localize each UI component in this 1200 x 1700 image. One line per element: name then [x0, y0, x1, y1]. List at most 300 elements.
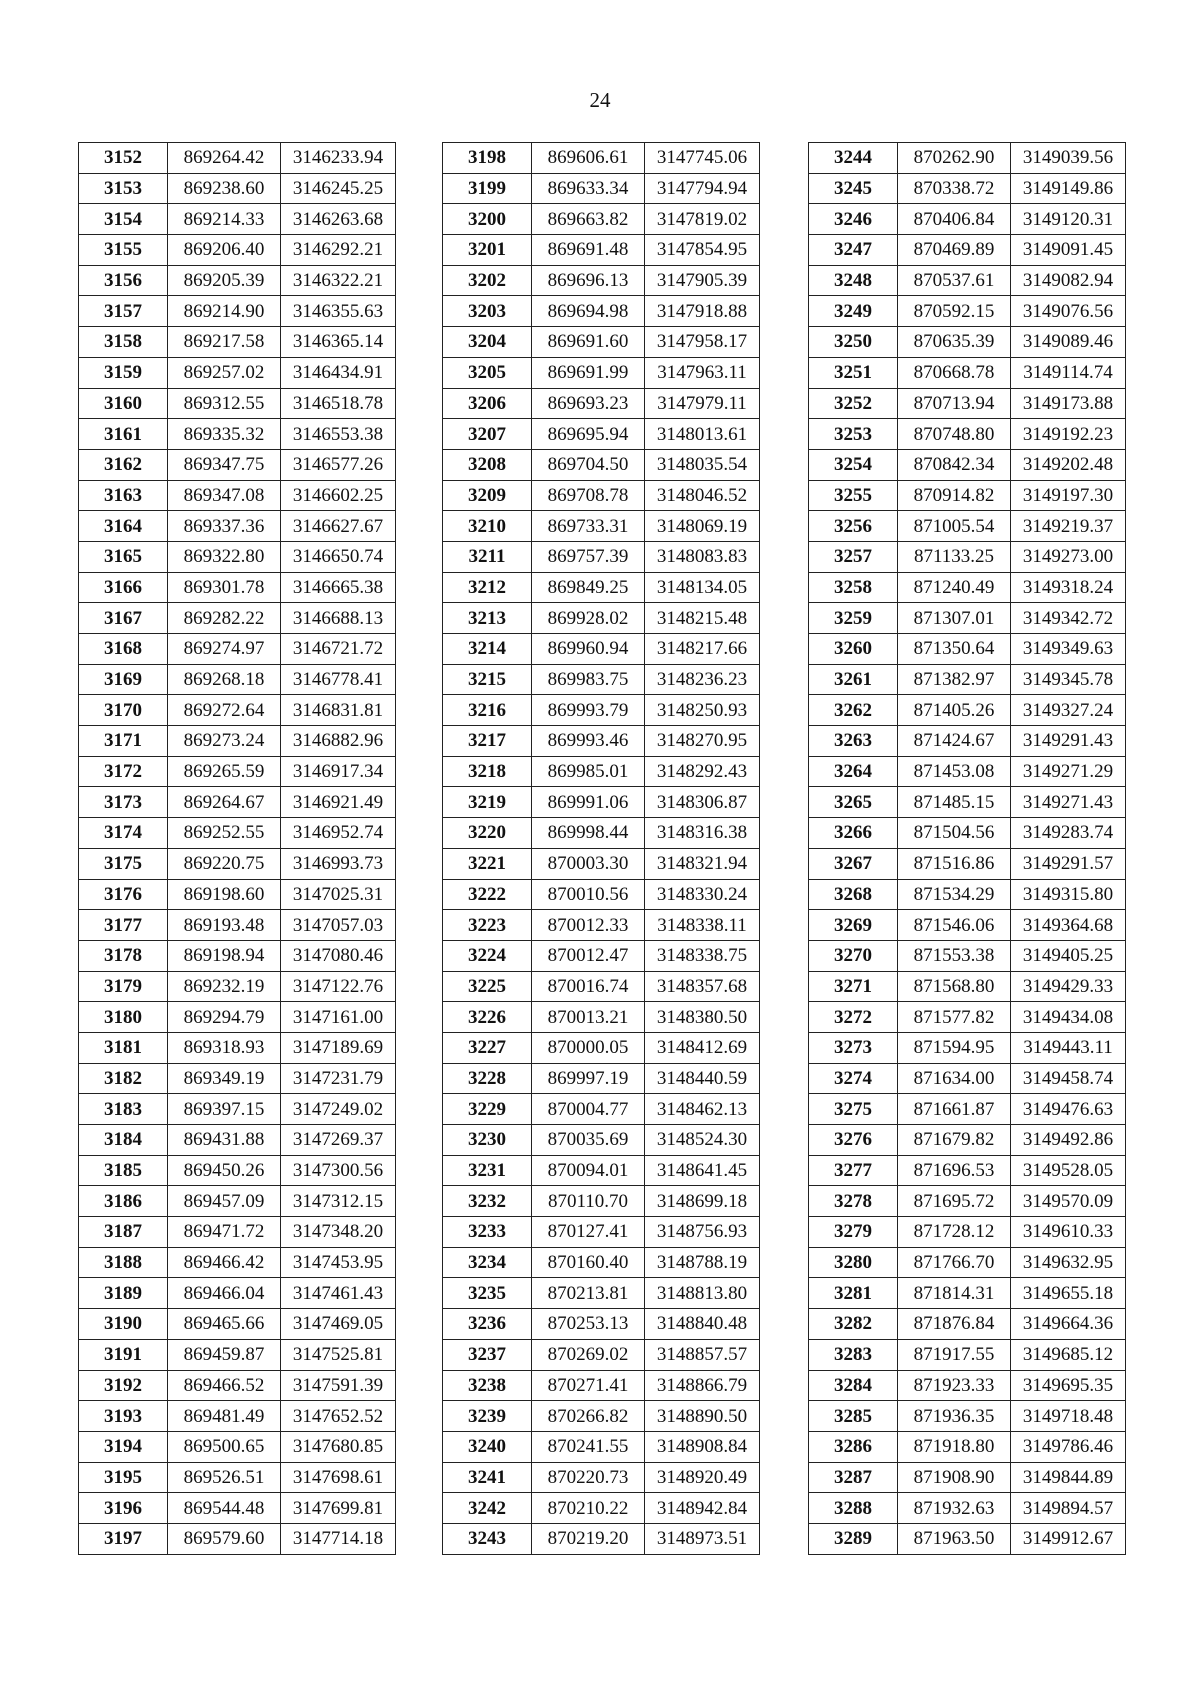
point-number: 3223	[443, 910, 532, 941]
y-coordinate: 3149219.37	[1011, 511, 1126, 542]
y-coordinate: 3148813.80	[645, 1278, 760, 1309]
table-row	[443, 1370, 760, 1401]
x-coordinate: 871534.29	[898, 879, 1011, 910]
y-coordinate: 3149912.67	[1011, 1523, 1126, 1554]
y-coordinate: 3147312.15	[281, 1186, 396, 1217]
x-coordinate: 870635.39	[898, 327, 1011, 358]
table-row	[79, 327, 396, 358]
point-number: 3266	[809, 818, 898, 849]
x-coordinate: 870110.70	[532, 1186, 645, 1217]
point-number: 3285	[809, 1401, 898, 1432]
point-number: 3172	[79, 756, 168, 787]
table-row	[79, 664, 396, 695]
x-coordinate: 869606.61	[532, 143, 645, 174]
x-coordinate: 870004.77	[532, 1094, 645, 1125]
point-number: 3238	[443, 1370, 532, 1401]
x-coordinate: 871240.49	[898, 572, 1011, 603]
point-number: 3164	[79, 511, 168, 542]
x-coordinate: 869214.33	[168, 204, 281, 235]
x-coordinate: 870012.47	[532, 940, 645, 971]
table-row	[809, 1155, 1126, 1186]
y-coordinate: 3149273.00	[1011, 541, 1126, 572]
table-row	[809, 173, 1126, 204]
point-number: 3206	[443, 388, 532, 419]
point-number: 3171	[79, 726, 168, 757]
y-coordinate: 3148699.18	[645, 1186, 760, 1217]
y-coordinate: 3149345.78	[1011, 664, 1126, 695]
table-row	[443, 1401, 760, 1432]
table-row	[79, 1155, 396, 1186]
x-coordinate: 869691.60	[532, 327, 645, 358]
x-coordinate: 871382.97	[898, 664, 1011, 695]
x-coordinate: 870035.69	[532, 1125, 645, 1156]
point-number: 3287	[809, 1462, 898, 1493]
y-coordinate: 3147714.18	[281, 1523, 396, 1554]
x-coordinate: 869347.08	[168, 480, 281, 511]
x-coordinate: 869238.60	[168, 173, 281, 204]
y-coordinate: 3147300.56	[281, 1155, 396, 1186]
table-row	[443, 1125, 760, 1156]
point-number: 3274	[809, 1063, 898, 1094]
x-coordinate: 869457.09	[168, 1186, 281, 1217]
point-number: 3275	[809, 1094, 898, 1125]
y-coordinate: 3149327.24	[1011, 695, 1126, 726]
table-row	[809, 1217, 1126, 1248]
y-coordinate: 3149291.43	[1011, 726, 1126, 757]
y-coordinate: 3146650.74	[281, 541, 396, 572]
coordinate-table-2	[442, 142, 760, 1555]
x-coordinate: 871577.82	[898, 1002, 1011, 1033]
y-coordinate: 3149089.46	[1011, 327, 1126, 358]
point-number: 3250	[809, 327, 898, 358]
point-number: 3197	[79, 1523, 168, 1554]
y-coordinate: 3147249.02	[281, 1094, 396, 1125]
x-coordinate: 869500.65	[168, 1431, 281, 1462]
table-row	[79, 1094, 396, 1125]
x-coordinate: 869691.48	[532, 235, 645, 266]
coordinate-table-3	[808, 142, 1126, 1555]
table-row	[809, 541, 1126, 572]
table-row	[443, 511, 760, 542]
x-coordinate: 869198.60	[168, 879, 281, 910]
x-coordinate: 870210.22	[532, 1493, 645, 1524]
x-coordinate: 870160.40	[532, 1247, 645, 1278]
x-coordinate: 871728.12	[898, 1217, 1011, 1248]
y-coordinate: 3149443.11	[1011, 1032, 1126, 1063]
table-row	[79, 818, 396, 849]
y-coordinate: 3148306.87	[645, 787, 760, 818]
x-coordinate: 869206.40	[168, 235, 281, 266]
point-number: 3234	[443, 1247, 532, 1278]
y-coordinate: 3147698.61	[281, 1462, 396, 1493]
table-row	[443, 1278, 760, 1309]
y-coordinate: 3149664.36	[1011, 1309, 1126, 1340]
coordinate-table-1	[78, 142, 396, 1555]
y-coordinate: 3149202.48	[1011, 449, 1126, 480]
point-number: 3166	[79, 572, 168, 603]
table-row	[809, 449, 1126, 480]
y-coordinate: 3148270.95	[645, 726, 760, 757]
y-coordinate: 3147122.76	[281, 971, 396, 1002]
x-coordinate: 871876.84	[898, 1309, 1011, 1340]
table-row	[79, 449, 396, 480]
point-number: 3225	[443, 971, 532, 1002]
x-coordinate: 871133.25	[898, 541, 1011, 572]
table-row	[443, 695, 760, 726]
table-row	[79, 787, 396, 818]
y-coordinate: 3149786.46	[1011, 1431, 1126, 1462]
y-coordinate: 3148330.24	[645, 879, 760, 910]
x-coordinate: 869397.15	[168, 1094, 281, 1125]
table-row	[443, 756, 760, 787]
table-row	[79, 1247, 396, 1278]
point-number: 3246	[809, 204, 898, 235]
y-coordinate: 3148134.05	[645, 572, 760, 603]
x-coordinate: 869633.34	[532, 173, 645, 204]
point-number: 3258	[809, 572, 898, 603]
x-coordinate: 870220.73	[532, 1462, 645, 1493]
y-coordinate: 3147469.05	[281, 1309, 396, 1340]
y-coordinate: 3147652.52	[281, 1401, 396, 1432]
point-number: 3207	[443, 419, 532, 450]
x-coordinate: 869696.13	[532, 265, 645, 296]
table-row	[443, 572, 760, 603]
point-number: 3247	[809, 235, 898, 266]
y-coordinate: 3148920.49	[645, 1462, 760, 1493]
table-row	[809, 603, 1126, 634]
table-row	[809, 664, 1126, 695]
y-coordinate: 3147979.11	[645, 388, 760, 419]
y-coordinate: 3148236.23	[645, 664, 760, 695]
x-coordinate: 871661.87	[898, 1094, 1011, 1125]
table-row	[79, 1523, 396, 1554]
point-number: 3213	[443, 603, 532, 634]
y-coordinate: 3148217.66	[645, 634, 760, 665]
y-coordinate: 3149271.29	[1011, 756, 1126, 787]
point-number: 3252	[809, 388, 898, 419]
table-row	[79, 971, 396, 1002]
table-row	[443, 940, 760, 971]
point-number: 3211	[443, 541, 532, 572]
y-coordinate: 3148840.48	[645, 1309, 760, 1340]
point-number: 3186	[79, 1186, 168, 1217]
point-number: 3205	[443, 357, 532, 388]
table-row	[443, 1032, 760, 1063]
point-number: 3169	[79, 664, 168, 695]
y-coordinate: 3146233.94	[281, 143, 396, 174]
y-coordinate: 3149349.63	[1011, 634, 1126, 665]
y-coordinate: 3146882.96	[281, 726, 396, 757]
x-coordinate: 870003.30	[532, 848, 645, 879]
table-row	[809, 787, 1126, 818]
table-row	[79, 1217, 396, 1248]
x-coordinate: 869579.60	[168, 1523, 281, 1554]
point-number: 3286	[809, 1431, 898, 1462]
table-row	[443, 818, 760, 849]
point-number: 3214	[443, 634, 532, 665]
x-coordinate: 870668.78	[898, 357, 1011, 388]
table-row	[443, 603, 760, 634]
point-number: 3189	[79, 1278, 168, 1309]
point-number: 3222	[443, 879, 532, 910]
point-number: 3268	[809, 879, 898, 910]
table-row	[443, 910, 760, 941]
y-coordinate: 3149173.88	[1011, 388, 1126, 419]
x-coordinate: 869264.67	[168, 787, 281, 818]
point-number: 3251	[809, 357, 898, 388]
y-coordinate: 3149429.33	[1011, 971, 1126, 1002]
table-row	[79, 204, 396, 235]
point-number: 3174	[79, 818, 168, 849]
x-coordinate: 869205.39	[168, 265, 281, 296]
point-number: 3191	[79, 1339, 168, 1370]
x-coordinate: 869960.94	[532, 634, 645, 665]
point-number: 3178	[79, 940, 168, 971]
x-coordinate: 871917.55	[898, 1339, 1011, 1370]
x-coordinate: 871307.01	[898, 603, 1011, 634]
y-coordinate: 3149364.68	[1011, 910, 1126, 941]
point-number: 3187	[79, 1217, 168, 1248]
table-row	[809, 235, 1126, 266]
point-number: 3157	[79, 296, 168, 327]
table-row	[443, 449, 760, 480]
y-coordinate: 3147453.95	[281, 1247, 396, 1278]
x-coordinate: 871923.33	[898, 1370, 1011, 1401]
table-row	[79, 357, 396, 388]
table-row	[809, 818, 1126, 849]
point-number: 3163	[79, 480, 168, 511]
table-row	[443, 388, 760, 419]
point-number: 3208	[443, 449, 532, 480]
table-row	[443, 1309, 760, 1340]
point-number: 3203	[443, 296, 532, 327]
x-coordinate: 871918.80	[898, 1431, 1011, 1462]
point-number: 3175	[79, 848, 168, 879]
x-coordinate: 869993.46	[532, 726, 645, 757]
point-number: 3168	[79, 634, 168, 665]
point-number: 3220	[443, 818, 532, 849]
table-row	[79, 1002, 396, 1033]
x-coordinate: 869849.25	[532, 572, 645, 603]
y-coordinate: 3148412.69	[645, 1032, 760, 1063]
y-coordinate: 3147963.11	[645, 357, 760, 388]
table-row	[79, 1401, 396, 1432]
x-coordinate: 869544.48	[168, 1493, 281, 1524]
table-row	[79, 848, 396, 879]
table-row	[443, 664, 760, 695]
table-row	[809, 1493, 1126, 1524]
x-coordinate: 869928.02	[532, 603, 645, 634]
x-coordinate: 870016.74	[532, 971, 645, 1002]
y-coordinate: 3149844.89	[1011, 1462, 1126, 1493]
table-row	[79, 265, 396, 296]
x-coordinate: 869997.19	[532, 1063, 645, 1094]
y-coordinate: 3148462.13	[645, 1094, 760, 1125]
table-row	[443, 1523, 760, 1554]
table-row	[443, 787, 760, 818]
table-row	[79, 296, 396, 327]
table-row	[809, 143, 1126, 174]
point-number: 3156	[79, 265, 168, 296]
x-coordinate: 871485.15	[898, 787, 1011, 818]
table-row	[79, 511, 396, 542]
point-number: 3158	[79, 327, 168, 358]
y-coordinate: 3149434.08	[1011, 1002, 1126, 1033]
table-row	[809, 480, 1126, 511]
y-coordinate: 3147854.95	[645, 235, 760, 266]
x-coordinate: 869471.72	[168, 1217, 281, 1248]
point-number: 3272	[809, 1002, 898, 1033]
y-coordinate: 3148035.54	[645, 449, 760, 480]
point-number: 3154	[79, 204, 168, 235]
x-coordinate: 869272.64	[168, 695, 281, 726]
point-number: 3177	[79, 910, 168, 941]
y-coordinate: 3147525.81	[281, 1339, 396, 1370]
x-coordinate: 871453.08	[898, 756, 1011, 787]
point-number: 3202	[443, 265, 532, 296]
table-row	[79, 572, 396, 603]
x-coordinate: 869663.82	[532, 204, 645, 235]
y-coordinate: 3149192.23	[1011, 419, 1126, 450]
y-coordinate: 3148338.11	[645, 910, 760, 941]
x-coordinate: 871634.00	[898, 1063, 1011, 1094]
y-coordinate: 3148890.50	[645, 1401, 760, 1432]
y-coordinate: 3148524.30	[645, 1125, 760, 1156]
point-number: 3233	[443, 1217, 532, 1248]
y-coordinate: 3146577.26	[281, 449, 396, 480]
y-coordinate: 3146365.14	[281, 327, 396, 358]
table-row	[809, 1523, 1126, 1554]
point-number: 3195	[79, 1462, 168, 1493]
x-coordinate: 869252.55	[168, 818, 281, 849]
table-row	[79, 541, 396, 572]
x-coordinate: 869312.55	[168, 388, 281, 419]
x-coordinate: 870127.41	[532, 1217, 645, 1248]
x-coordinate: 870592.15	[898, 296, 1011, 327]
x-coordinate: 869257.02	[168, 357, 281, 388]
x-coordinate: 869694.98	[532, 296, 645, 327]
x-coordinate: 870262.90	[898, 143, 1011, 174]
table-row	[809, 572, 1126, 603]
table-row	[443, 1493, 760, 1524]
table-row	[809, 879, 1126, 910]
table-row	[79, 756, 396, 787]
x-coordinate: 869264.42	[168, 143, 281, 174]
point-number: 3198	[443, 143, 532, 174]
table-row	[809, 204, 1126, 235]
table-row	[809, 1125, 1126, 1156]
table-row	[809, 296, 1126, 327]
point-number: 3257	[809, 541, 898, 572]
y-coordinate: 3149894.57	[1011, 1493, 1126, 1524]
x-coordinate: 871696.53	[898, 1155, 1011, 1186]
y-coordinate: 3147745.06	[645, 143, 760, 174]
table-row	[809, 1278, 1126, 1309]
x-coordinate: 869459.87	[168, 1339, 281, 1370]
y-coordinate: 3148338.75	[645, 940, 760, 971]
x-coordinate: 869465.66	[168, 1309, 281, 1340]
x-coordinate: 870010.56	[532, 879, 645, 910]
table-row	[79, 603, 396, 634]
x-coordinate: 871814.31	[898, 1278, 1011, 1309]
point-number: 3221	[443, 848, 532, 879]
point-number: 3262	[809, 695, 898, 726]
x-coordinate: 870213.81	[532, 1278, 645, 1309]
y-coordinate: 3148857.57	[645, 1339, 760, 1370]
point-number: 3267	[809, 848, 898, 879]
y-coordinate: 3149076.56	[1011, 296, 1126, 327]
table-row	[443, 634, 760, 665]
table-row	[443, 357, 760, 388]
y-coordinate: 3148292.43	[645, 756, 760, 787]
x-coordinate: 869294.79	[168, 1002, 281, 1033]
x-coordinate: 871594.95	[898, 1032, 1011, 1063]
y-coordinate: 3149632.95	[1011, 1247, 1126, 1278]
x-coordinate: 869466.52	[168, 1370, 281, 1401]
point-number: 3229	[443, 1094, 532, 1125]
x-coordinate: 869232.19	[168, 971, 281, 1002]
y-coordinate: 3148788.19	[645, 1247, 760, 1278]
point-number: 3162	[79, 449, 168, 480]
y-coordinate: 3149342.72	[1011, 603, 1126, 634]
y-coordinate: 3148083.83	[645, 541, 760, 572]
y-coordinate: 3147918.88	[645, 296, 760, 327]
table-row	[79, 726, 396, 757]
point-number: 3280	[809, 1247, 898, 1278]
table-row	[809, 1094, 1126, 1125]
table-row	[443, 1063, 760, 1094]
point-number: 3240	[443, 1431, 532, 1462]
point-number: 3248	[809, 265, 898, 296]
y-coordinate: 3148756.93	[645, 1217, 760, 1248]
point-number: 3155	[79, 235, 168, 266]
table-row	[443, 296, 760, 327]
table-row	[443, 480, 760, 511]
table-row	[79, 1032, 396, 1063]
x-coordinate: 869347.75	[168, 449, 281, 480]
table-row	[443, 848, 760, 879]
y-coordinate: 3146831.81	[281, 695, 396, 726]
table-row	[809, 1002, 1126, 1033]
y-coordinate: 3148973.51	[645, 1523, 760, 1554]
point-number: 3276	[809, 1125, 898, 1156]
y-coordinate: 3149528.05	[1011, 1155, 1126, 1186]
point-number: 3188	[79, 1247, 168, 1278]
y-coordinate: 3148641.45	[645, 1155, 760, 1186]
x-coordinate: 869282.22	[168, 603, 281, 634]
table-row	[443, 1186, 760, 1217]
y-coordinate: 3147080.46	[281, 940, 396, 971]
y-coordinate: 3146553.38	[281, 419, 396, 450]
table-row	[79, 1309, 396, 1340]
point-number: 3204	[443, 327, 532, 358]
point-number: 3241	[443, 1462, 532, 1493]
table-row	[79, 910, 396, 941]
x-coordinate: 869691.99	[532, 357, 645, 388]
table-row	[809, 1339, 1126, 1370]
table-row	[809, 971, 1126, 1002]
x-coordinate: 870253.13	[532, 1309, 645, 1340]
point-number: 3279	[809, 1217, 898, 1248]
x-coordinate: 871679.82	[898, 1125, 1011, 1156]
point-number: 3182	[79, 1063, 168, 1094]
table-row	[79, 1063, 396, 1094]
point-number: 3244	[809, 143, 898, 174]
table-row	[79, 1186, 396, 1217]
table-row	[809, 1032, 1126, 1063]
x-coordinate: 869466.42	[168, 1247, 281, 1278]
point-number: 3152	[79, 143, 168, 174]
